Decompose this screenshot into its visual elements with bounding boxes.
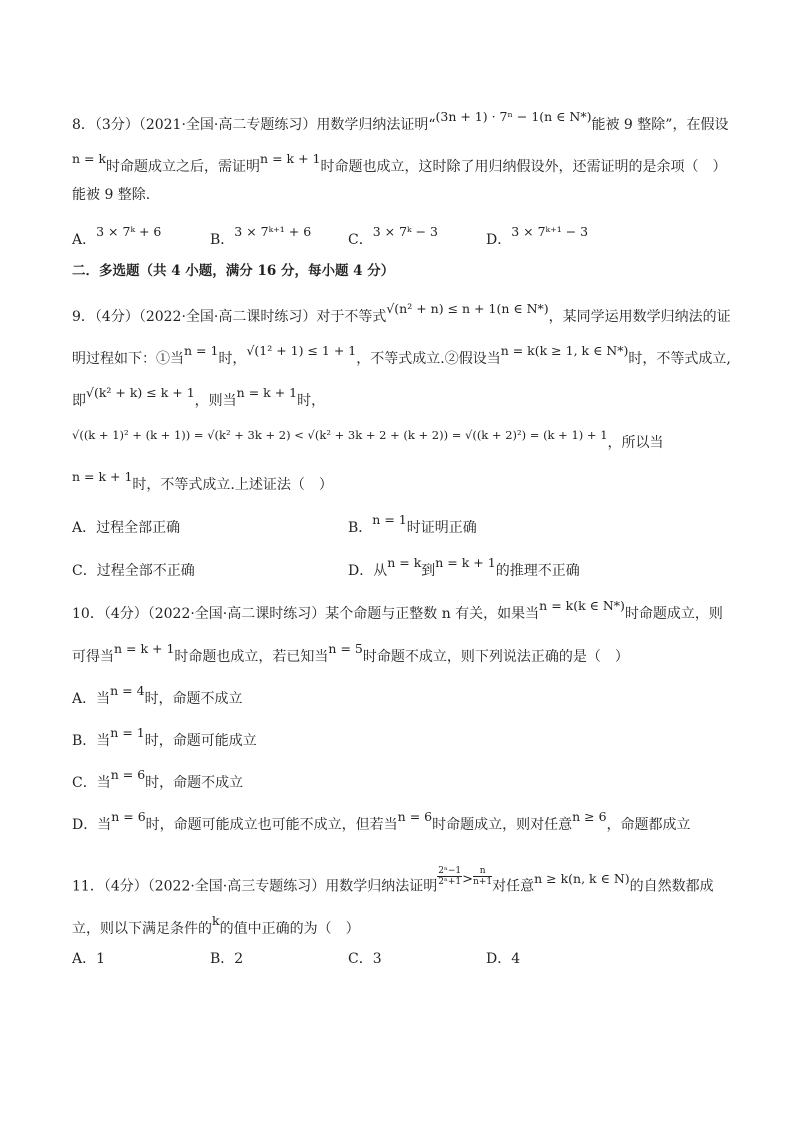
q9-line2: [72, 343, 734, 368]
q9-option-c: C．过程全部不正确: [72, 563, 195, 579]
q10-text: 时命题也成立，若已知当: [174, 649, 329, 665]
q9-text: 时，不等式成立,: [628, 351, 731, 367]
option-math: n = 6: [110, 767, 146, 782]
fraction-numerator: n: [473, 866, 492, 877]
q8-text: 时命题成立之后，需证明: [106, 159, 261, 175]
option-math: 3 × 7ᵏ⁺¹ − 3: [511, 224, 589, 239]
q9-text: 时，: [297, 393, 326, 409]
q10-option-b: [72, 725, 734, 750]
option-math: n = 1: [110, 725, 145, 740]
fraction-denominator: 2ⁿ+1: [438, 877, 462, 887]
option-math: n ≥ 6: [572, 809, 607, 824]
q11-text: 的自然数都成: [629, 878, 714, 895]
q11-fraction-right: [473, 866, 492, 887]
q9-math: n = 1: [184, 343, 219, 358]
q9-stem-start: 9．（4分）（2022·全国·高二课时练习）对于不等式: [72, 309, 387, 325]
q9-line5: [72, 469, 734, 494]
option-math: n = 1: [372, 512, 407, 527]
q9-option-b: [348, 512, 477, 537]
q8-option-d: [486, 224, 589, 249]
q8-option-b: [210, 224, 312, 249]
q8-math-n-k1: n = k + 1: [260, 151, 321, 166]
q9-text: ，则当: [194, 393, 237, 409]
option-math: 3 × 7ᵏ − 3: [372, 224, 438, 239]
option-text: 到: [421, 563, 436, 579]
q10-line2: [72, 641, 734, 666]
q8-text: 能被 9 整除.: [72, 187, 151, 203]
q8-math-n-k: n = k: [72, 151, 107, 166]
q11-option-c: C．3: [348, 951, 382, 967]
q10-math: n = k + 1: [114, 641, 175, 656]
q10-stem-end: 时命题成立，则: [624, 606, 723, 622]
option-label: A．: [72, 232, 97, 248]
q10-math: n = 5: [328, 641, 363, 656]
q10-option-c: [72, 767, 734, 792]
option-text: 时证明正确: [406, 520, 477, 536]
option-label: D．当: [72, 817, 112, 833]
q10-math: n = k(k ∈ N*): [539, 598, 625, 613]
q11-line2: [72, 913, 734, 938]
option-math: 3 × 7ᵏ⁺¹ + 6: [234, 224, 312, 239]
option-label: B．: [348, 520, 373, 536]
q8-line2: [72, 151, 734, 176]
q9-math: n = k + 1: [236, 385, 298, 400]
option-math: n = k + 1: [435, 555, 496, 570]
q10-option-d: [72, 809, 734, 834]
q9-text: 即: [72, 393, 86, 409]
q9-text: ，所以当: [607, 435, 664, 451]
q11-text: 的值中正确的为（ ）: [219, 921, 360, 937]
q9-math: n = k(k ≥ 1, k ∈ N*): [500, 343, 629, 358]
option-label: B．: [210, 232, 235, 248]
q9-text: 明过程如下：①当: [72, 351, 184, 367]
q10-text: 可得当: [72, 649, 114, 665]
option-label: C．当: [72, 775, 111, 791]
option-label: D．: [486, 232, 512, 248]
option-text: 时命题成立，则对任意: [432, 817, 573, 833]
option-text: 时，命题不成立: [145, 775, 244, 791]
q9-text: 时，不等式成立.上述证法（ ）: [132, 477, 333, 493]
option-label: C．: [348, 232, 373, 248]
q8-stem-end: 能被 9 整除”，在假设: [591, 117, 729, 133]
q9-math: √(1² + 1) ≤ 1 + 1: [246, 343, 357, 358]
q9-option-d: [348, 555, 580, 580]
option-label: B．当: [72, 733, 111, 749]
option-math: n = 6: [111, 809, 146, 824]
option-math: 3 × 7ᵏ + 6: [96, 224, 162, 239]
option-text: ，命题都成立: [606, 817, 691, 833]
option-text: 时，命题不成立: [144, 691, 243, 707]
q8-stem-start: 8．（3分）（2021·全国·高二专题练习）用数学归纳法证明“: [72, 117, 436, 133]
q11-option-a: A．1: [72, 951, 106, 967]
q9-math: √(k² + k) ≤ k + 1: [86, 385, 195, 400]
option-text: 时，命题可能成立也可能不成立，但若当: [145, 817, 398, 833]
option-math: n = 4: [110, 683, 145, 698]
q11-stem-start: 11．（4分）（2022·全国·高三专题练习）用数学归纳法证明: [72, 878, 438, 895]
q11-greater-than: >: [462, 871, 474, 887]
q10-stem-start: 10．（4分）（2022·全国·高二课时练习）某个命题与正整数 n 有关，如果当: [72, 606, 540, 622]
q9-text: 时，: [218, 351, 247, 367]
q9-line3: [72, 385, 734, 410]
option-math: n = 6: [397, 809, 433, 824]
q11-fraction-left: [437, 866, 462, 887]
option-text: 的推理不正确: [495, 563, 580, 579]
q9-derivation: √((k + 1)² + (k + 1)) = √(k² + 3k + 2) < √(k² + 3k + 2 + (k + 2)) = √((k + 2)²) = (k + 1) + 1: [72, 428, 608, 442]
q10-option-a: [72, 683, 734, 708]
option-label: A．当: [72, 691, 111, 707]
q9-math: n = k + 1: [72, 469, 133, 484]
section-heading: 二．多选题（共 4 小题，满分 16 分，每小题 4 分）: [72, 263, 395, 279]
q11-text: 立，则以下满足条件的: [72, 921, 212, 937]
q8-line1: [72, 109, 734, 134]
option-math: n = k: [387, 555, 422, 570]
q9-inequality: √(n² + n) ≤ n + 1(n ∈ N*): [386, 301, 549, 316]
option-text: 时，命题可能成立: [144, 733, 257, 749]
option-label: D．从: [348, 563, 388, 579]
q10-line1: [72, 598, 734, 623]
q11-line1: [72, 866, 734, 897]
q11-option-d: D．4: [486, 951, 521, 967]
q9-text: ，不等式成立.②假设当: [356, 351, 501, 367]
q11-math: k: [212, 913, 220, 928]
fraction-denominator: n+1: [473, 877, 493, 887]
fraction-numerator: 2ⁿ−1: [438, 866, 462, 876]
q9-stem-end: ，某同学运用数学归纳法的证: [548, 309, 731, 325]
q11-option-b: B．2: [210, 951, 244, 967]
q9-line4: [72, 428, 734, 452]
q9-line1: [72, 301, 734, 326]
q8-option-a: [72, 224, 162, 249]
q8-line3: [72, 186, 734, 204]
q11-math: n ≥ k(n, k ∈ N): [534, 870, 630, 886]
q8-formula: (3n + 1) · 7ⁿ − 1(n ∈ N*): [435, 109, 592, 124]
q10-text: 时命题不成立，则下列说法正确的是（ ）: [362, 649, 629, 665]
q9-option-a: A．过程全部正确: [72, 520, 181, 536]
q11-text: 对任意: [492, 878, 535, 895]
q8-option-c: [348, 224, 438, 249]
q8-text: 时命题也成立，这时除了用归纳假设外，还需证明的是余项（ ）: [320, 159, 727, 175]
